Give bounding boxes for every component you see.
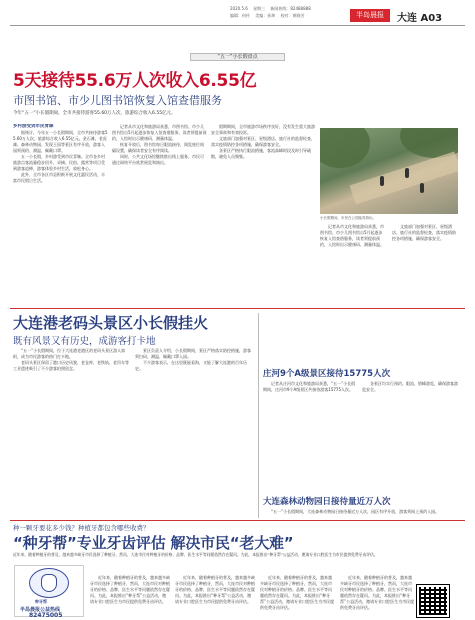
story5-col-3 bbox=[260, 575, 335, 617]
story3-col-1 bbox=[263, 381, 358, 489]
story2-p: “五一”小长假期间，位于大连港老港区的老码头景区游人如织，成为市民游客的热门打卡地。 bbox=[13, 348, 126, 359]
story5-lead: 近年来，随着种植牙的普及，越来越多缺牙市民选择了种植牙，然而，大连市民对种植牙的价格、品牌、医生水平等问题依然存在疑问。为此，本报推出“种牙帮”公益活动，邀请专业口腔医生为市民提供免费牙齿评估。 bbox=[13, 552, 378, 557]
tooth-logo-text: 种牙帮 bbox=[35, 599, 47, 604]
top-col-4 bbox=[320, 224, 386, 304]
story4-p: “五一”小长假期间，大连森林动物园日接待量近万人次，园区有序开放，游客须网上预约入园。 bbox=[271, 509, 440, 514]
story5-headline: “种牙帮”专业牙齿评估 解决市民“老大难” bbox=[13, 534, 294, 552]
top-col2-p: 同时，公共文化场馆继续推出线上服务，市民可通过网络平台欣赏展览和演出。 bbox=[112, 154, 204, 165]
newspaper-logo: 半岛晨报 bbox=[350, 9, 390, 22]
header-designer: 美编：孙坤 bbox=[255, 13, 276, 18]
story3-col-2 bbox=[362, 381, 460, 489]
column-divider bbox=[258, 313, 259, 518]
header-meta bbox=[230, 6, 315, 18]
story2-headline: 大连港老码头景区小长假挂火 bbox=[13, 314, 209, 332]
tooth-promo-box bbox=[14, 565, 84, 617]
story5-p: 近年来，随着种植牙的普及，越来越多缺牙市民选择了种植牙，然而，大连市民对种植牙的价格、品牌、医生水平等问题依然存在疑问。为此，本报推出“种牙帮”公益活动，邀请专业口腔医生为市民提供免费牙齿评估。 bbox=[90, 575, 170, 604]
top-col-1 bbox=[13, 124, 108, 304]
top-col3-p: 假期期间，全市旅游市场秩序良好，没有发生重大旅游安全事故和有效投诉。 bbox=[211, 124, 315, 135]
hotline-label: 半岛晨报公益热线 bbox=[20, 607, 61, 613]
header-newsline: 新闻热线：82488888 bbox=[270, 6, 311, 11]
top-col3-p: 文旅部门加强对景区、星级酒店、旅行社的监督检查，落实疫情防控各项措施，确保游客安全。 bbox=[211, 136, 315, 147]
top-col2-p: 恢复开放后，图书馆每日限流接待，阅览座位间隔设置，确保读者安全有序阅读。 bbox=[112, 142, 204, 153]
story5-col-1 bbox=[90, 575, 170, 617]
top-col-3 bbox=[211, 124, 315, 304]
qr-code bbox=[417, 585, 449, 617]
top-kicker: “五一”小长假盘点 bbox=[190, 53, 285, 61]
edition-label: 大连 A03 bbox=[397, 13, 443, 24]
top-subheadline: 市图书馆、市少儿图书馆恢复入馆查借服务 bbox=[13, 94, 222, 107]
top-col-2 bbox=[112, 124, 207, 304]
header-weekday: 星期三 bbox=[253, 6, 266, 11]
story3-p: 记者从庄河市文化和旅游局获悉，“五一”小长假期间，庄河市9个A级景区共接待游客15775人次。 bbox=[263, 381, 356, 392]
header-proof: 校对：黄晓芳 bbox=[280, 13, 305, 18]
header-rule bbox=[10, 25, 465, 26]
story5-p: 近年来，随着种植牙的普及，越来越多缺牙市民选择了种植牙，然而，大连市民对种植牙的价格、品牌、医生水平等问题依然存在疑问。为此，本报推出“种牙帮”公益活动，邀请专业口腔医生为市民提供免费牙齿评估。 bbox=[260, 575, 335, 610]
top-col-5 bbox=[392, 224, 458, 304]
photo-caption: 小长假期间，市民在公园踏青游玩。 bbox=[320, 216, 376, 220]
story5-col-4 bbox=[340, 575, 415, 617]
park-photo bbox=[320, 128, 458, 214]
header-date: 2020.5.6 bbox=[230, 6, 248, 11]
story2-col-1 bbox=[13, 348, 131, 516]
top-col2-p: 记者从市文化和旅游局获悉，市图书馆、市少儿图书馆自5月起逐步恢复入馆查借服务，读者须提前预约，入馆时出示健康码、测量体温。 bbox=[112, 124, 207, 141]
top-col3-p: 各景区严格执行限流措施，客流高峰时段及时引导疏散，避免人员聚集。 bbox=[211, 148, 311, 159]
top-col1-p: 五一小长假，乡村游受到市民青睐。全市各乡村旅游点客流量稳步回升，采摘、民宿、露营等项目受到游客追捧，游客体验乡村生活，放松身心。 bbox=[13, 154, 105, 171]
top-lead: 今年“五一”小长假期间，全市共接待游客55.60万人次，旅游综合收入6.55亿元。 bbox=[13, 111, 176, 116]
section-divider bbox=[10, 308, 465, 309]
hotline-phone: 82475005 bbox=[29, 612, 63, 619]
story3-headline: 庄河9个A级景区接待15775人次 bbox=[263, 369, 391, 379]
story2-p: 老码头景区保留了港口历史风貌，老仓库、老铁轨、老吊车等工业遗迹吸引了不少游客拍照留念。 bbox=[13, 360, 129, 371]
story2-p: 景区负责人介绍，小长假期间，景区严格落实防控措施，游客须扫码、测温、佩戴口罩入园。 bbox=[135, 348, 251, 359]
top-col1-p: 据统计，今年五一小长假期间，全市共接待游客55.60万人次，旅游综合收入6.55亿元。金石滩、老虎滩、森林动物园、发现王国等景区有序开放，游客入园须预约、测温、佩戴口罩。 bbox=[13, 130, 108, 153]
story5-kicker: 种一颗牙要花多少钱？种植牙都包含哪些收费？ bbox=[13, 524, 150, 532]
story4-headline: 大连森林动物园日接待量近万人次 bbox=[263, 497, 391, 507]
story2-subheadline: 既有风景又有历史，成游客打卡地 bbox=[13, 336, 156, 347]
top-headline: 5天接待55.6万人次收入6.55亿 bbox=[13, 71, 257, 91]
section-label: 乡村游受到市民青睐 bbox=[13, 124, 54, 129]
top-col1-p: 此外，全市各区市县积极开展文化惠民活动，丰富市民假日生活。 bbox=[13, 172, 105, 183]
story3-p: 各景区均实行预约、限流、错峰游览，确保游客游览安全。 bbox=[362, 381, 458, 392]
story2-col-2 bbox=[135, 348, 253, 516]
tooth-icon bbox=[41, 574, 57, 592]
story2-p: 不少游客表示，在这里既能看海，又能了解大连港的百年历史。 bbox=[135, 360, 247, 371]
header-editor: 编辑：何传 bbox=[230, 13, 250, 18]
story5-p: 近年来，随着种植牙的普及，越来越多缺牙市民选择了种植牙，然而，大连市民对种植牙的价格、品牌、医生水平等问题依然存在疑问。为此，本报推出“种牙帮”公益活动，邀请专业口腔医生为市民提供免费牙齿评估。 bbox=[175, 575, 255, 604]
top-col5-p: 文旅部门加强对景区、星级酒店、旅行社的监督检查，落实疫情防控各项措施，确保游客安全。 bbox=[392, 224, 456, 241]
story5-p: 近年来，随着种植牙的普及，越来越多缺牙市民选择了种植牙，然而，大连市民对种植牙的价格、品牌、医生水平等问题依然存在疑问。为此，本报推出“种牙帮”公益活动，邀请专业口腔医生为市民提供免费牙齿评估。 bbox=[340, 575, 415, 610]
story5-col-2 bbox=[175, 575, 255, 617]
section-divider bbox=[10, 520, 465, 521]
top-col4-p: 记者从市文化和旅游局获悉，市图书馆、市少儿图书馆自5月起逐步恢复入馆查借服务，读者须提前预约，入馆时出示健康码、测量体温。 bbox=[320, 224, 384, 247]
